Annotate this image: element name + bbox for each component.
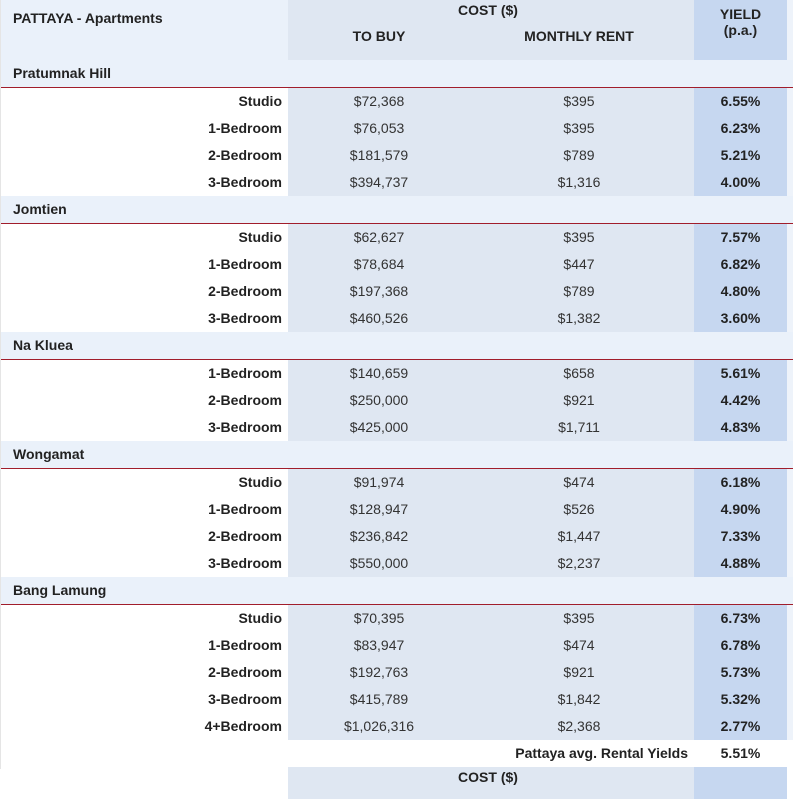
buy-price: $192,763 xyxy=(288,659,470,686)
row-rest xyxy=(787,169,793,196)
monthly-rent: $1,316 xyxy=(470,169,688,196)
buy-price: $83,947 xyxy=(288,632,470,659)
to-buy-header: TO BUY xyxy=(352,28,406,44)
average-spacer xyxy=(1,740,288,767)
buy-price: $91,974 xyxy=(288,469,470,497)
rental-yield: 4.83% xyxy=(694,414,787,441)
apartment-type: 3-Bedroom xyxy=(1,414,288,441)
area-name: Pratumnak Hill xyxy=(1,60,288,88)
buy-price: $76,053 xyxy=(288,115,470,142)
area-name: Na Kluea xyxy=(1,332,288,360)
monthly-rent: $474 xyxy=(470,632,688,659)
average-label: Pattaya avg. Rental Yields xyxy=(288,740,694,767)
area-rule xyxy=(288,60,793,88)
apartment-type: 3-Bedroom xyxy=(1,169,288,196)
table-row xyxy=(1,305,793,332)
apartment-type: 2-Bedroom xyxy=(1,278,288,305)
monthly-rent: $789 xyxy=(470,142,688,169)
monthly-rent: $1,711 xyxy=(470,414,688,441)
buy-price: $181,579 xyxy=(288,142,470,169)
rental-yield: 6.82% xyxy=(694,251,787,278)
footer-spacer xyxy=(1,767,288,799)
row-rest xyxy=(787,713,793,740)
apartment-type: 4+Bedroom xyxy=(1,713,288,740)
area-header-row xyxy=(1,60,793,88)
row-rest xyxy=(787,360,793,388)
table-row xyxy=(1,523,793,550)
monthly-rent: $2,368 xyxy=(470,713,688,740)
table-title: PATTAYA - Apartments xyxy=(1,0,288,60)
row-rest xyxy=(787,387,793,414)
buy-price: $550,000 xyxy=(288,550,470,577)
buy-price: $140,659 xyxy=(288,360,470,388)
buy-price: $78,684 xyxy=(288,251,470,278)
table-row xyxy=(1,224,793,252)
table-row xyxy=(1,659,793,686)
cost-header-label: COST ($) xyxy=(458,2,518,18)
monthly-rent: $921 xyxy=(470,659,688,686)
table-row xyxy=(1,115,793,142)
row-rest xyxy=(787,686,793,713)
row-rest xyxy=(787,496,793,523)
table-row xyxy=(1,496,793,523)
area-header-row xyxy=(1,441,793,469)
buy-price: $236,842 xyxy=(288,523,470,550)
rental-yield: 4.42% xyxy=(694,387,787,414)
buy-price: $425,000 xyxy=(288,414,470,441)
apartment-type: 2-Bedroom xyxy=(1,142,288,169)
table-row xyxy=(1,360,793,388)
row-rest xyxy=(787,88,793,116)
monthly-rent: $447 xyxy=(470,251,688,278)
area-rule xyxy=(288,577,793,605)
row-rest xyxy=(787,142,793,169)
table-body xyxy=(1,0,793,799)
table-row xyxy=(1,88,793,116)
rental-yield: 3.60% xyxy=(694,305,787,332)
apartment-type: Studio xyxy=(1,469,288,497)
monthly-rent-header: MONTHLY RENT xyxy=(524,28,634,44)
rental-yield: 2.77% xyxy=(694,713,787,740)
row-rest xyxy=(787,251,793,278)
buy-price: $1,026,316 xyxy=(288,713,470,740)
table-row xyxy=(1,169,793,196)
table-row xyxy=(1,414,793,441)
area-name: Bang Lamung xyxy=(1,577,288,605)
apartment-type: 2-Bedroom xyxy=(1,387,288,414)
rental-yield: 6.78% xyxy=(694,632,787,659)
apartment-type: 2-Bedroom xyxy=(1,659,288,686)
buy-price: $415,789 xyxy=(288,686,470,713)
row-rest xyxy=(787,224,793,252)
rental-yield: 7.33% xyxy=(694,523,787,550)
apartment-type: 3-Bedroom xyxy=(1,686,288,713)
apartment-type: 1-Bedroom xyxy=(1,251,288,278)
footer-yield xyxy=(694,767,787,799)
next-table-header xyxy=(1,767,793,799)
monthly-rent: $2,237 xyxy=(470,550,688,577)
monthly-rent: $1,447 xyxy=(470,523,688,550)
apartment-type: 3-Bedroom xyxy=(1,550,288,577)
rental-yield: 6.55% xyxy=(694,88,787,116)
table-row xyxy=(1,142,793,169)
rental-yield: 4.80% xyxy=(694,278,787,305)
rental-yield: 6.23% xyxy=(694,115,787,142)
area-name: Wongamat xyxy=(1,441,288,469)
rental-yield: 4.88% xyxy=(694,550,787,577)
average-rest xyxy=(787,740,793,767)
yield-header-sub: (p.a.) xyxy=(723,22,758,38)
apartment-type: 2-Bedroom xyxy=(1,523,288,550)
apartment-type: Studio xyxy=(1,605,288,633)
row-rest xyxy=(787,659,793,686)
row-rest xyxy=(787,305,793,332)
footer-rest xyxy=(787,767,793,799)
area-header-row xyxy=(1,577,793,605)
table-row xyxy=(1,387,793,414)
monthly-rent: $395 xyxy=(470,224,688,252)
area-rule xyxy=(288,332,793,360)
rental-yield: 5.61% xyxy=(694,360,787,388)
area-rule xyxy=(288,441,793,469)
table-row xyxy=(1,550,793,577)
rental-yield: 5.32% xyxy=(694,686,787,713)
cost-header xyxy=(288,0,688,60)
rental-yield: 4.00% xyxy=(694,169,787,196)
buy-price: $460,526 xyxy=(288,305,470,332)
table-row xyxy=(1,686,793,713)
monthly-rent: $395 xyxy=(470,115,688,142)
apartment-type: 1-Bedroom xyxy=(1,360,288,388)
monthly-rent: $395 xyxy=(470,88,688,116)
rental-yield: 7.57% xyxy=(694,224,787,252)
monthly-rent: $1,382 xyxy=(470,305,688,332)
apartment-type: 1-Bedroom xyxy=(1,115,288,142)
table-header xyxy=(1,0,793,60)
table-row xyxy=(1,469,793,497)
area-rule xyxy=(288,196,793,224)
row-rest xyxy=(787,469,793,497)
buy-price: $72,368 xyxy=(288,88,470,116)
average-row xyxy=(1,740,793,767)
table-row xyxy=(1,605,793,633)
row-rest xyxy=(787,115,793,142)
table-row xyxy=(1,713,793,740)
table-row xyxy=(1,278,793,305)
area-name: Jomtien xyxy=(1,196,288,224)
monthly-rent: $474 xyxy=(470,469,688,497)
buy-price: $250,000 xyxy=(288,387,470,414)
buy-price: $70,395 xyxy=(288,605,470,633)
monthly-rent: $526 xyxy=(470,496,688,523)
monthly-rent: $395 xyxy=(470,605,688,633)
footer-cost-label: COST ($) xyxy=(288,767,688,799)
rental-yield: 4.90% xyxy=(694,496,787,523)
buy-price: $128,947 xyxy=(288,496,470,523)
rental-yield-table xyxy=(1,0,793,799)
buy-price: $394,737 xyxy=(288,169,470,196)
rental-yield: 6.73% xyxy=(694,605,787,633)
rental-yield: 5.21% xyxy=(694,142,787,169)
rental-yield: 6.18% xyxy=(694,469,787,497)
row-rest xyxy=(787,550,793,577)
buy-price: $62,627 xyxy=(288,224,470,252)
buy-price: $197,368 xyxy=(288,278,470,305)
apartment-type: 3-Bedroom xyxy=(1,305,288,332)
row-rest xyxy=(787,414,793,441)
yield-header xyxy=(694,0,787,60)
yield-header-label: YIELD xyxy=(719,6,762,22)
table-row xyxy=(1,632,793,659)
apartment-type: 1-Bedroom xyxy=(1,496,288,523)
header-rest xyxy=(787,0,793,60)
table-row xyxy=(1,251,793,278)
monthly-rent: $658 xyxy=(470,360,688,388)
rental-yield: 5.73% xyxy=(694,659,787,686)
monthly-rent: $921 xyxy=(470,387,688,414)
row-rest xyxy=(787,278,793,305)
average-yield: 5.51% xyxy=(694,740,787,767)
area-header-row xyxy=(1,332,793,360)
monthly-rent: $789 xyxy=(470,278,688,305)
row-rest xyxy=(787,605,793,633)
apartment-type: Studio xyxy=(1,224,288,252)
row-rest xyxy=(787,523,793,550)
area-header-row xyxy=(1,196,793,224)
apartment-type: Studio xyxy=(1,88,288,116)
row-rest xyxy=(787,632,793,659)
monthly-rent: $1,842 xyxy=(470,686,688,713)
apartment-type: 1-Bedroom xyxy=(1,632,288,659)
